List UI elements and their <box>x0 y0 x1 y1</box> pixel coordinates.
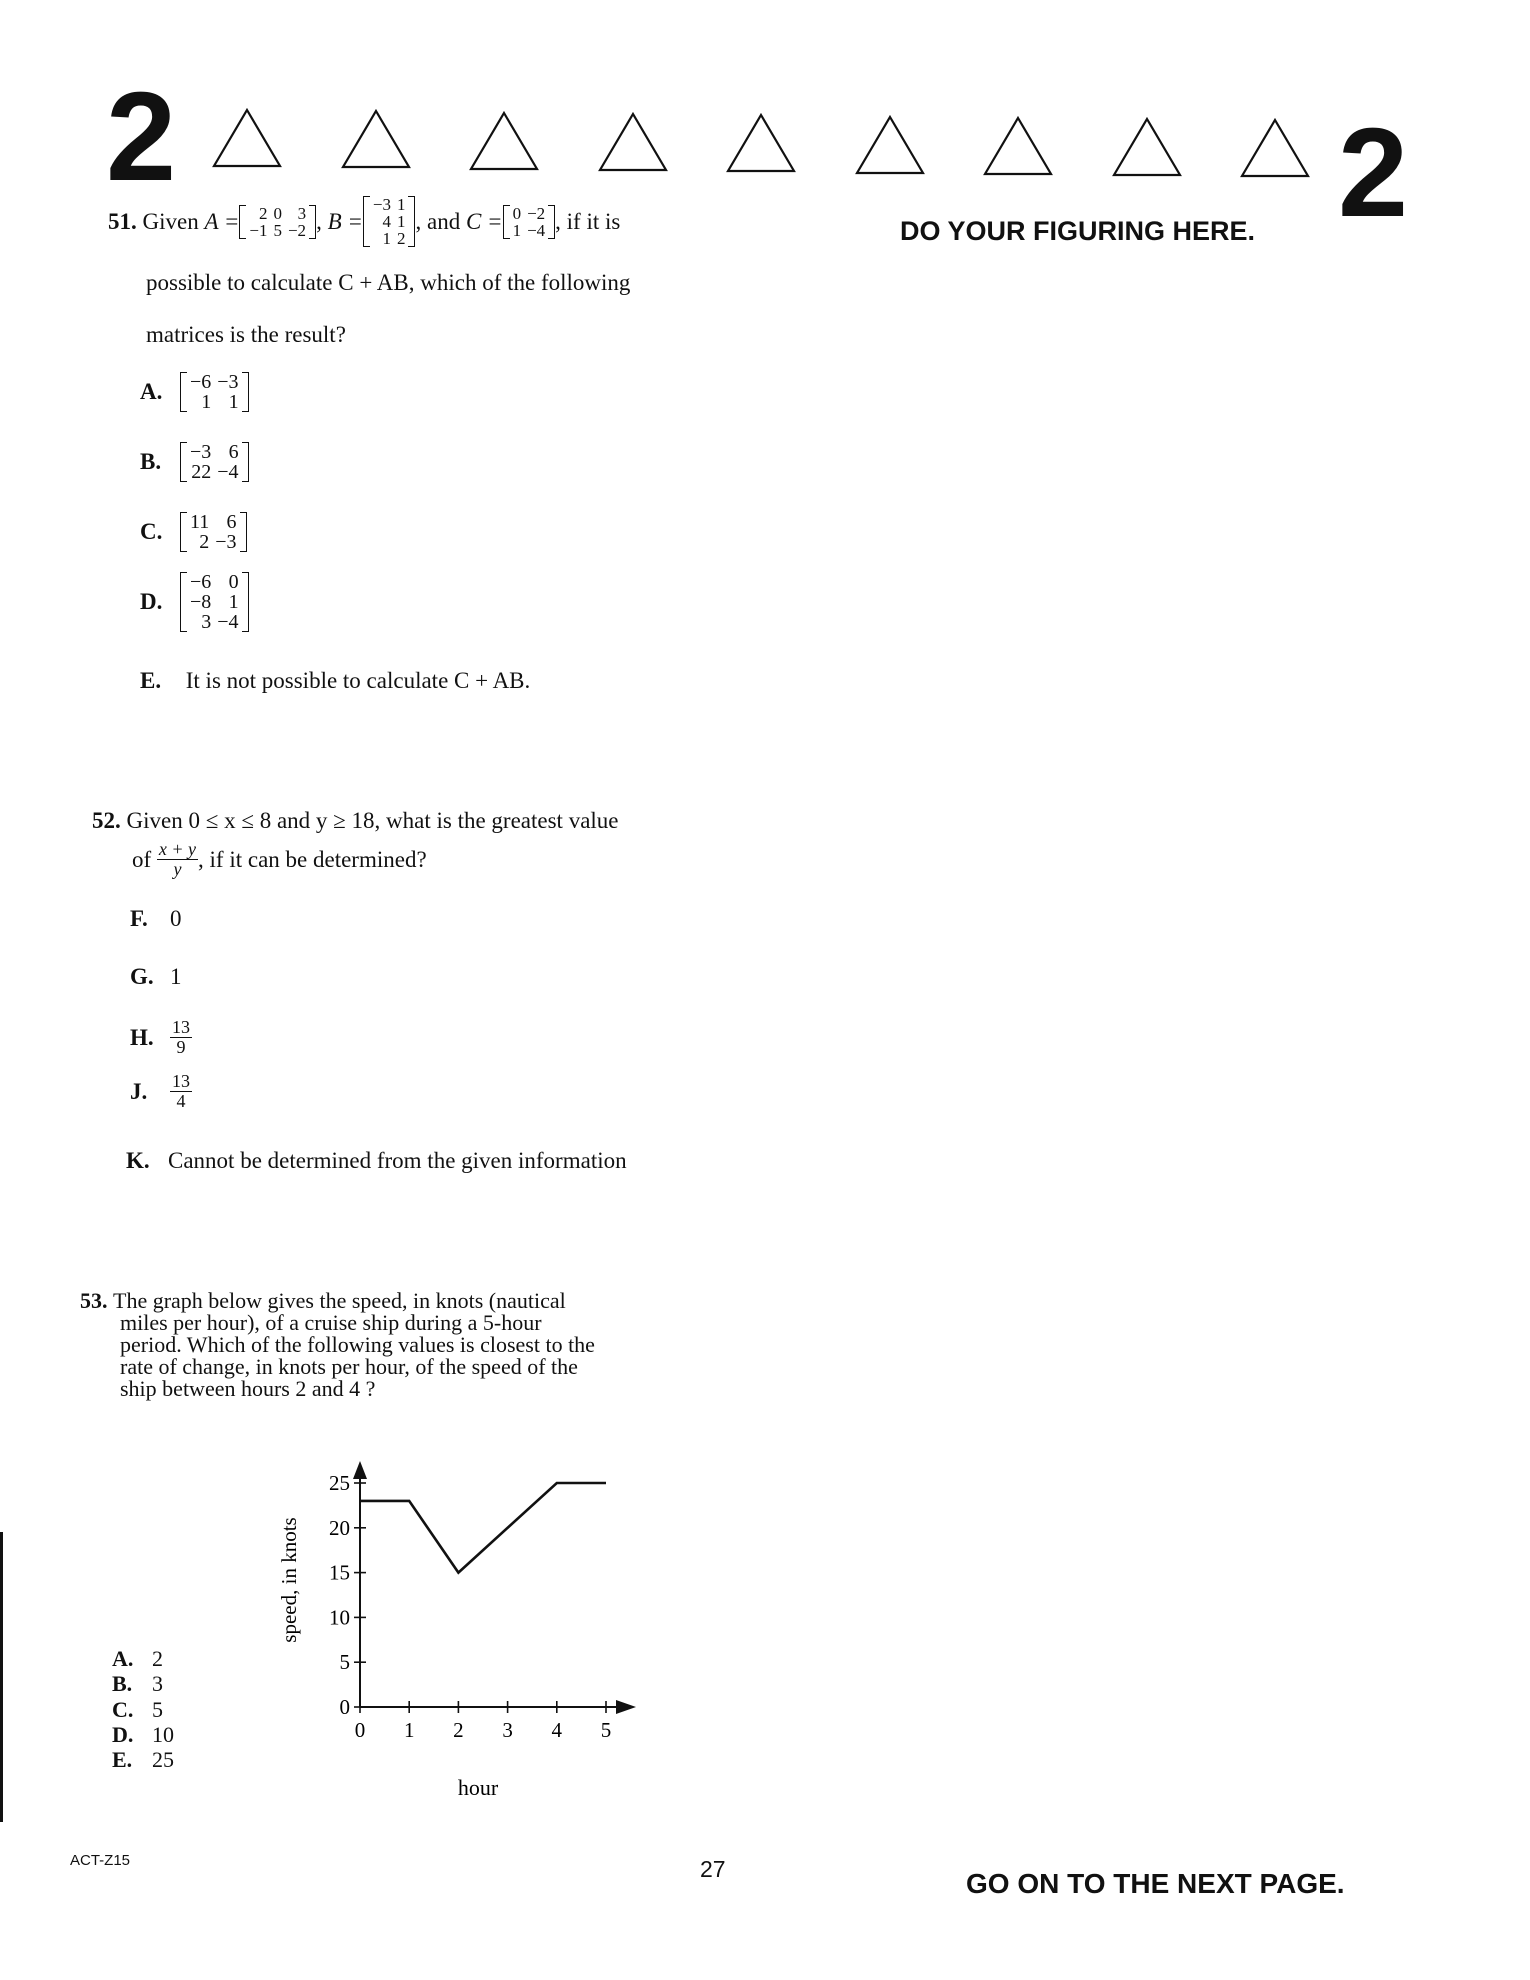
question-52-line2 <box>132 840 427 879</box>
fraction-numerator: x + y <box>158 839 197 859</box>
option-label: K. <box>126 1148 150 1173</box>
matrix-grid <box>187 572 242 632</box>
q51-option-a[interactable] <box>140 372 249 412</box>
matrix-entry: 2 <box>199 531 210 553</box>
y-axis-arrow-icon <box>353 1461 367 1479</box>
triangle-icon <box>1112 117 1182 177</box>
y-tick-label: 15 <box>329 1560 350 1585</box>
q51-option-d[interactable] <box>140 572 249 632</box>
fraction-denominator: 9 <box>176 1036 186 1057</box>
option-fraction <box>170 1018 192 1057</box>
q53-option-b[interactable] <box>112 1671 174 1696</box>
matrix-entry: 1 <box>396 212 406 231</box>
q53-option-e[interactable] <box>112 1747 174 1772</box>
matrix-entry: 1 <box>228 391 239 413</box>
section-number-left: 2 <box>106 66 175 207</box>
fraction-denominator: 4 <box>176 1090 186 1111</box>
of-text: of <box>132 846 152 872</box>
matrix-entry: −2 <box>527 203 546 223</box>
matrix-bracket-right <box>242 372 249 412</box>
x-tick-label: 4 <box>551 1718 563 1742</box>
binding-edge-mark <box>0 1532 3 1822</box>
fraction-numerator: 13 <box>172 1017 190 1037</box>
matrix-bracket-right <box>309 205 316 239</box>
question-line: miles per hour), of a cruise ship during a 5-hour <box>120 1310 542 1335</box>
matrix-bracket-left <box>503 205 510 239</box>
if-text: , if it is <box>555 208 621 234</box>
option-matrix <box>180 442 249 482</box>
option-text: 0 <box>170 906 182 931</box>
triangle-icon <box>983 116 1053 176</box>
option-label: E. <box>112 1747 133 1773</box>
option-label: C. <box>112 1696 134 1722</box>
matrix-c <box>503 205 556 239</box>
matrix-entry: −8 <box>190 591 212 613</box>
y-tick-label: 20 <box>329 1515 350 1540</box>
matrix-bracket-right <box>548 205 555 239</box>
option-label: G. <box>130 964 154 989</box>
matrix-bracket-right <box>240 512 247 552</box>
matrix-a <box>239 205 316 239</box>
question-51-stem: 51. Given A = 2 0 3 −1 5 −2 , B = −3 1 4 1 1 2 , and C = 0 −2 1 −4 , if it is <box>108 195 621 248</box>
matrix-entry: 11 <box>190 511 210 533</box>
matrix-entry: 1 <box>228 591 239 613</box>
q52-option-h[interactable] <box>130 1018 192 1057</box>
matrix-grid <box>187 442 242 482</box>
option-text: 1 <box>170 964 182 989</box>
matrix-entry: −1 <box>249 220 268 240</box>
next-page-note: GO ON TO THE NEXT PAGE. <box>966 1868 1345 1899</box>
matrix-entry: 6 <box>228 441 239 463</box>
page-number: 27 <box>700 1856 726 1882</box>
triangle-icon <box>341 109 411 169</box>
y-tick-label: 25 <box>329 1471 350 1495</box>
q53-options <box>112 1646 174 1772</box>
matrix-bracket-left <box>180 572 187 632</box>
and-text: , and <box>415 208 461 234</box>
matrix-bracket-left <box>180 442 187 482</box>
option-text: 10 <box>152 1721 174 1747</box>
option-text: 3 <box>152 1671 163 1697</box>
matrix-entry: 1 <box>512 220 522 240</box>
option-label: A. <box>140 379 163 405</box>
option-matrix <box>180 372 249 412</box>
triangle-icon <box>598 112 668 172</box>
matrix-entry: 5 <box>273 220 282 240</box>
triangle-icon <box>855 115 925 175</box>
fraction-denominator: y <box>173 858 182 879</box>
matrix-bracket-left <box>363 196 370 247</box>
matrix-entry: 3 <box>201 611 212 633</box>
question-number: 51. <box>108 208 137 234</box>
matrix-entry: −3 <box>190 441 212 463</box>
option-label: A. <box>112 1646 134 1671</box>
option-text: It is not possible to calculate C + AB. <box>185 668 531 693</box>
matrix-grid <box>246 205 309 239</box>
fraction-numerator: 13 <box>172 1071 190 1091</box>
question-text: Given 0 ≤ x ≤ 8 and y ≥ 18, what is the greatest value <box>126 808 619 833</box>
option-label: F. <box>130 906 148 931</box>
option-label: B. <box>112 1671 133 1697</box>
option-label: J. <box>130 1078 148 1104</box>
triangle-icon <box>1240 118 1310 178</box>
x-tick-label: 1 <box>403 1718 415 1742</box>
matrix-bracket-right <box>242 572 249 632</box>
triangle-icon <box>212 108 282 168</box>
y-tick-label: 10 <box>329 1605 350 1630</box>
triangle-icon <box>469 111 539 171</box>
option-label: D. <box>140 589 163 615</box>
matrix-entry: 0 <box>273 203 282 223</box>
q51-option-c[interactable] <box>140 512 247 552</box>
y-tick-label: 0 <box>339 1695 350 1719</box>
figuring-note: DO YOUR FIGURING HERE. <box>900 216 1256 246</box>
matrix-entry: −4 <box>527 220 546 240</box>
option-fraction <box>170 1072 192 1111</box>
matrix-grid <box>370 196 409 247</box>
matrix-entry: −4 <box>217 611 239 633</box>
matrix-entry: 4 <box>382 212 391 231</box>
option-matrix <box>180 572 249 632</box>
matrix-a-label: A = <box>204 208 240 234</box>
x-axis-arrow-icon <box>616 1700 636 1714</box>
speed-series-line <box>360 1483 606 1573</box>
q52-option-j[interactable] <box>130 1072 192 1111</box>
x-tick-label: 0 <box>354 1718 366 1742</box>
matrix-entry: 22 <box>191 461 212 483</box>
option-label: D. <box>112 1721 134 1747</box>
question-51-line3: matrices is the result? <box>146 322 346 347</box>
option-label: E. <box>140 668 162 693</box>
matrix-c-label: C = <box>465 208 503 234</box>
y-tick-label: 5 <box>339 1650 350 1675</box>
matrix-entry: −3 <box>372 195 391 214</box>
speed-chart <box>270 1425 650 1805</box>
q52-option-f[interactable] <box>130 906 182 931</box>
option-text: Cannot be determined from the given information <box>168 1148 627 1173</box>
q53-option-c[interactable] <box>112 1697 174 1722</box>
option-matrix <box>180 512 247 552</box>
matrix-bracket-right <box>242 442 249 482</box>
question-51-line2: possible to calculate C + AB, which of the following <box>146 270 631 295</box>
question-text: , if it can be determined? <box>198 846 427 872</box>
question-number: 53. <box>80 1288 108 1313</box>
matrix-entry: −2 <box>287 220 307 240</box>
matrix-grid <box>187 372 242 412</box>
q52-option-g[interactable] <box>130 964 182 989</box>
matrix-bracket-left <box>180 512 187 552</box>
matrix-bracket-left <box>239 205 246 239</box>
option-label: B. <box>140 449 162 475</box>
chart-x-axis-label: hour <box>457 1775 499 1800</box>
matrix-entry: −6 <box>190 371 212 393</box>
q51-option-b[interactable] <box>140 442 249 482</box>
matrix-entry: 2 <box>258 203 268 223</box>
q53-option-d[interactable] <box>112 1722 174 1747</box>
question-number: 52. <box>92 808 121 833</box>
chart-y-axis-label: speed, in knots <box>277 1517 301 1643</box>
q53-option-a[interactable] <box>112 1646 174 1671</box>
x-tick-label: 2 <box>453 1718 464 1742</box>
matrix-entry: 1 <box>396 195 406 214</box>
option-label: C. <box>140 519 163 545</box>
matrix-grid <box>510 205 549 239</box>
given-text: Given <box>142 208 199 234</box>
matrix-b-label: B = <box>327 208 363 234</box>
question-line: period. Which of the following values is closest to the <box>120 1332 595 1357</box>
option-text: 25 <box>152 1747 174 1773</box>
q52-option-k[interactable] <box>126 1148 627 1173</box>
matrix-entry: −3 <box>217 371 239 393</box>
matrix-entry: 2 <box>396 229 406 248</box>
x-tick-label: 5 <box>600 1718 612 1742</box>
option-text: 5 <box>152 1696 163 1722</box>
footer-code: ACT-Z15 <box>70 1852 131 1869</box>
option-label: H. <box>130 1024 154 1050</box>
question-line: The graph below gives the speed, in knots (nautical <box>113 1288 566 1313</box>
matrix-entry: 1 <box>382 229 391 248</box>
fraction <box>157 840 198 879</box>
matrix-entry: 0 <box>512 203 522 223</box>
matrix-bracket-left <box>180 372 187 412</box>
matrix-entry: 6 <box>226 511 237 533</box>
matrix-entry: −3 <box>215 531 237 553</box>
matrix-grid <box>187 512 240 552</box>
matrix-entry: −6 <box>190 571 212 593</box>
question-line: rate of change, in knots per hour, of the speed of the <box>120 1354 578 1379</box>
matrix-entry: 1 <box>201 391 212 413</box>
matrix-entry: 0 <box>228 571 239 593</box>
matrix-entry: −4 <box>217 461 239 483</box>
question-line: ship between hours 2 and 4 ? <box>120 1376 376 1401</box>
question-53-stem <box>80 1290 595 1400</box>
matrix-bracket-right <box>408 196 415 247</box>
option-text: 2 <box>152 1646 163 1671</box>
question-52-line1 <box>92 808 619 833</box>
section-number-right: 2 <box>1338 102 1407 243</box>
matrix-entry: 3 <box>297 203 307 223</box>
triangle-icon <box>726 113 796 173</box>
x-tick-label: 3 <box>502 1718 513 1742</box>
matrix-b <box>363 196 416 247</box>
q51-option-e[interactable] <box>140 668 530 693</box>
